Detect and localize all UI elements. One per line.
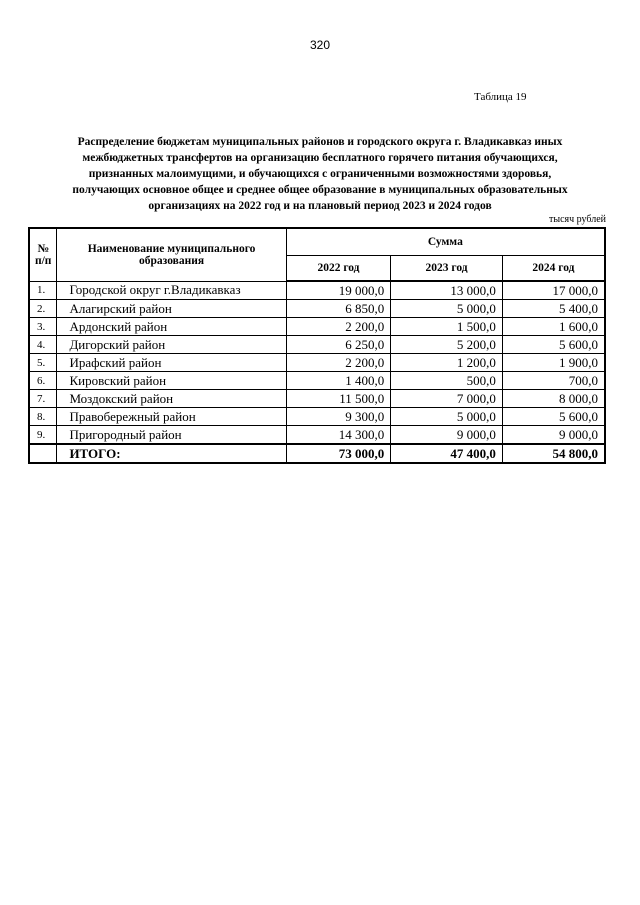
header-year-2022: 2022 год [286,256,391,282]
row-number: 2. [29,300,57,318]
title-line: организациях на 2022 год и на плановый период 2023 и 2024 годов [148,200,492,212]
total-2024: 54 800,0 [502,444,605,463]
municipality-name: Моздокский район [57,390,286,408]
title-line: признанных малоимущими, и обучающихся с ограниченными возможностями здоровья, [88,168,552,180]
amount-2023: 5 000,0 [391,408,503,426]
total-2023: 47 400,0 [391,444,503,463]
amount-2024: 9 000,0 [502,426,605,445]
table-row [29,281,605,300]
amount-2022: 11 500,0 [286,390,391,408]
row-number: 6. [29,372,57,390]
amount-2023: 7 000,0 [391,390,503,408]
title-line: межбюджетных трансфертов на организацию бесплатного горячего питания обучающихся, [82,152,558,164]
row-number: 9. [29,426,57,445]
amount-2022: 6 250,0 [286,336,391,354]
amount-2022: 19 000,0 [286,281,391,300]
header-number: № п/п [29,228,57,281]
table-row [29,426,605,445]
table-row [29,354,605,372]
municipality-name: Ирафский район [57,354,286,372]
page-number: 320 [309,38,331,52]
municipality-name: Дигорский район [57,336,286,354]
row-number: 1. [29,281,57,300]
total-label: ИТОГО: [57,444,286,463]
municipality-name: Пригородный район [57,426,286,445]
total-row [29,444,605,463]
amount-2024: 5 400,0 [502,300,605,318]
table-row [29,318,605,336]
header-year-2024: 2024 год [502,256,605,282]
amount-2024: 8 000,0 [502,390,605,408]
municipality-name: Кировский район [57,372,286,390]
units-label: тысяч рублей [548,214,606,225]
row-number: 7. [29,390,57,408]
total-2022: 73 000,0 [286,444,391,463]
amount-2022: 14 300,0 [286,426,391,445]
amount-2022: 6 850,0 [286,300,391,318]
table-caption: Таблица 19 [474,91,527,103]
table-row [29,372,605,390]
amount-2023: 5 000,0 [391,300,503,318]
row-number: 4. [29,336,57,354]
header-year-2023: 2023 год [391,256,503,282]
table-row [29,390,605,408]
total-number-cell [29,444,57,463]
municipality-name: Городской округ г.Владикавказ [57,281,286,300]
amount-2024: 700,0 [502,372,605,390]
header-name: Наименование муниципального образования [57,228,286,281]
amount-2022: 1 400,0 [286,372,391,390]
amount-2023: 1 200,0 [391,354,503,372]
title-line: Распределение бюджетам муниципальных районов и городского округа г. Владикавказ иных [77,136,563,148]
municipality-name: Правобережный район [57,408,286,426]
title-line: получающих основное общее и среднее общее образование в муниципальных образовательных [72,184,568,196]
amount-2023: 9 000,0 [391,426,503,445]
table-row [29,336,605,354]
distribution-table [28,227,606,464]
amount-2024: 1 600,0 [502,318,605,336]
header-sum: Сумма [286,228,605,256]
amount-2023: 5 200,0 [391,336,503,354]
amount-2022: 2 200,0 [286,318,391,336]
amount-2023: 1 500,0 [391,318,503,336]
table-row [29,408,605,426]
document-title [50,134,590,214]
amount-2024: 5 600,0 [502,408,605,426]
amount-2023: 13 000,0 [391,281,503,300]
row-number: 5. [29,354,57,372]
row-number: 8. [29,408,57,426]
table-row [29,300,605,318]
row-number: 3. [29,318,57,336]
amount-2024: 5 600,0 [502,336,605,354]
amount-2024: 1 900,0 [502,354,605,372]
amount-2022: 9 300,0 [286,408,391,426]
amount-2022: 2 200,0 [286,354,391,372]
municipality-name: Алагирский район [57,300,286,318]
municipality-name: Ардонский район [57,318,286,336]
amount-2023: 500,0 [391,372,503,390]
amount-2024: 17 000,0 [502,281,605,300]
